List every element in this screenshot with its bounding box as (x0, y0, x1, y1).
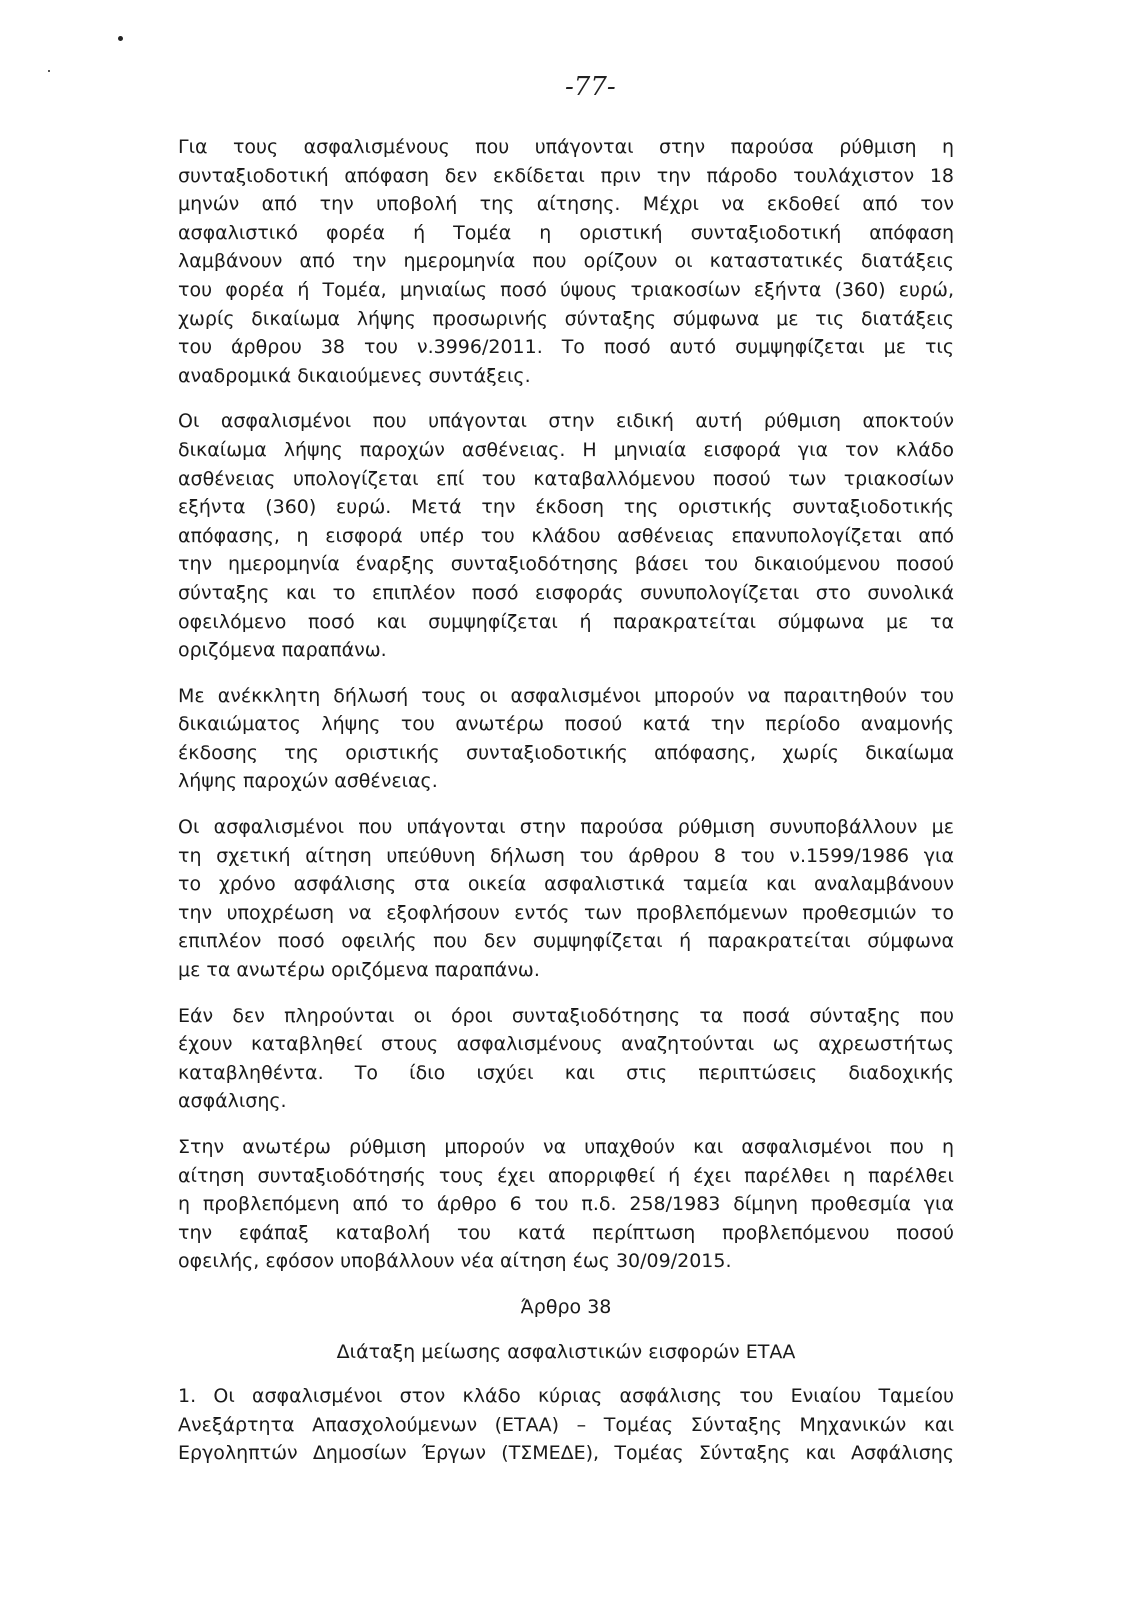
text-line: Για τους ασφαλισμένους που υπάγονται στην παρούσα ρύθμιση η (178, 136, 954, 158)
text-line: του άρθρου 38 του ν.3996/2011. Το ποσό αυτό συμψηφίζεται με τις (178, 336, 954, 359)
text-line: καταβληθέντα. Το ίδιο ισχύει και στις περιπτώσεις διαδοχικής (178, 1061, 954, 1084)
text-line: ασφαλιστικό φορέα ή Τομέα η οριστική συνταξιοδοτική απόφαση (178, 221, 954, 244)
text-line: δικαιώματος λήψης του ανωτέρω ποσού κατά την περίοδο αναμονής (178, 713, 954, 736)
paragraph (178, 1133, 954, 1276)
paragraph (178, 1002, 954, 1116)
scan-speck (118, 36, 123, 41)
text-line: με τα ανωτέρω οριζόμενα παραπάνω. (178, 959, 540, 982)
text-line: χωρίς δικαίωμα λήψης προσωρινής σύνταξης σύμφωνα με τις διατάξεις (178, 307, 954, 330)
text-line: οριζόμενα παραπάνω. (178, 639, 387, 662)
article-paragraph (178, 1382, 954, 1468)
text-line: την εφάπαξ καταβολή του κατά περίπτωση προβλεπόμενου ποσού (178, 1221, 954, 1244)
text-line: σύνταξης και το επιπλέον ποσό εισφοράς συνυπολογίζεται στο συνολικά (178, 581, 954, 604)
text-line: το χρόνο ασφάλισης στα οικεία ασφαλιστικά ταμεία και αναλαμβάνουν (178, 873, 954, 896)
text-line: λαμβάνουν από την ημερομηνία που ορίζουν οι καταστατικές διατάξεις (178, 250, 954, 273)
text-line: ασφάλισης. (178, 1090, 287, 1113)
text-line: την ημερομηνία έναρξης συνταξιοδότησης βάσει του δικαιούμενου ποσού (178, 553, 954, 576)
document-body (178, 133, 954, 1485)
text-line: τη σχετική αίτηση υπεύθυνη δήλωση του άρθρου 8 του ν.1599/1986 για (178, 844, 954, 867)
text-line: μηνών από την υποβολή της αίτησης. Μέχρι να εκδοθεί από τον (178, 193, 954, 216)
paragraphs (178, 133, 954, 1276)
text-line: οφειλής, εφόσον υποβάλλουν νέα αίτηση έως 30/09/2015. (178, 1250, 732, 1273)
text-line: λήψης παροχών ασθένειας. (178, 770, 438, 793)
text-line: Οι ασφαλισμένοι που υπάγονται στην παρούσα ρύθμιση συνυποβάλλουν με (178, 816, 954, 839)
paragraph (178, 407, 954, 664)
article-heading: Άρθρο 38 (520, 1295, 612, 1318)
text-line: έχουν καταβληθεί στους ασφαλισμένους αναζητούνται ως αχρεωστήτως (178, 1033, 954, 1056)
text-line: δικαίωμα λήψης παροχών ασθένειας. Η μηνιαία εισφορά για τον κλάδο (178, 438, 954, 461)
text-line: έκδοσης της οριστικής συνταξιοδοτικής απόφασης, χωρίς δικαίωμα (178, 741, 954, 764)
text-line: επιπλέον ποσό οφειλής που δεν συμψηφίζεται ή παρακρατείται σύμφωνα (178, 930, 954, 953)
text-line: Εάν δεν πληρούνται οι όροι συνταξιοδότησης τα ποσά σύνταξης που (178, 1004, 954, 1027)
text-line: απόφασης, η εισφορά υπέρ του κλάδου ασθένειας επανυπολογίζεται από (178, 524, 954, 547)
paragraph (178, 682, 954, 796)
text-line: Ανεξάρτητα Απασχολούμενων (ΕΤΑΑ) – Τομέας Σύνταξης Μηχανικών και (178, 1413, 954, 1436)
text-line: η προβλεπόμενη από το άρθρο 6 του π.δ. 258/1983 δίμηνη προθεσμία για (178, 1193, 954, 1216)
text-line: αίτηση συνταξιοδότησής τους έχει απορριφθεί ή έχει παρέλθει η παρέλθει (178, 1164, 954, 1187)
text-line: οφειλόμενο ποσό και συμψηφίζεται ή παρακρατείται σύμφωνα με τα (178, 610, 954, 633)
article-title: Διάταξη μείωσης ασφαλιστικών εισφορών ΕΤΑΑ (336, 1340, 796, 1363)
page-number: -77- (565, 72, 616, 102)
paragraph (178, 133, 954, 390)
paragraph (178, 813, 954, 985)
text-line: την υποχρέωση να εξοφλήσουν εντός των προβλεπόμενων προθεσμιών το (178, 901, 954, 924)
text-line: εξήντα (360) ευρώ. Μετά την έκδοση της οριστικής συνταξιοδοτικής (178, 496, 954, 519)
text-line: Με ανέκκλητη δήλωσή τους οι ασφαλισμένοι μπορούν να παραιτηθούν του (178, 684, 954, 707)
text-line: 1. Οι ασφαλισμένοι στον κλάδο κύριας ασφάλισης του Ενιαίου Ταμείου (178, 1385, 954, 1408)
scan-speck (48, 70, 50, 72)
text-line: αναδρομικά δικαιούμενες συντάξεις. (178, 364, 531, 387)
text-line: Στην ανωτέρω ρύθμιση μπορούν να υπαχθούν και ασφαλισμένοι που η (178, 1136, 954, 1158)
text-line: συνταξιοδοτική απόφαση δεν εκδίδεται πριν την πάροδο τουλάχιστον 18 (178, 164, 954, 187)
text-line: Εργοληπτών Δημοσίων Έργων (ΤΣΜΕΔΕ), Τομέας Σύνταξης και Ασφάλισης (178, 1442, 954, 1465)
text-line: Οι ασφαλισμένοι που υπάγονται στην ειδική αυτή ρύθμιση αποκτούν (178, 410, 954, 433)
text-line: του φορέα ή Τομέα, μηνιαίως ποσό ύψους τριακοσίων εξήντα (360) ευρώ, (178, 278, 954, 301)
text-line: ασθένειας υπολογίζεται επί του καταβαλλόμενου ποσού των τριακοσίων (178, 467, 954, 490)
